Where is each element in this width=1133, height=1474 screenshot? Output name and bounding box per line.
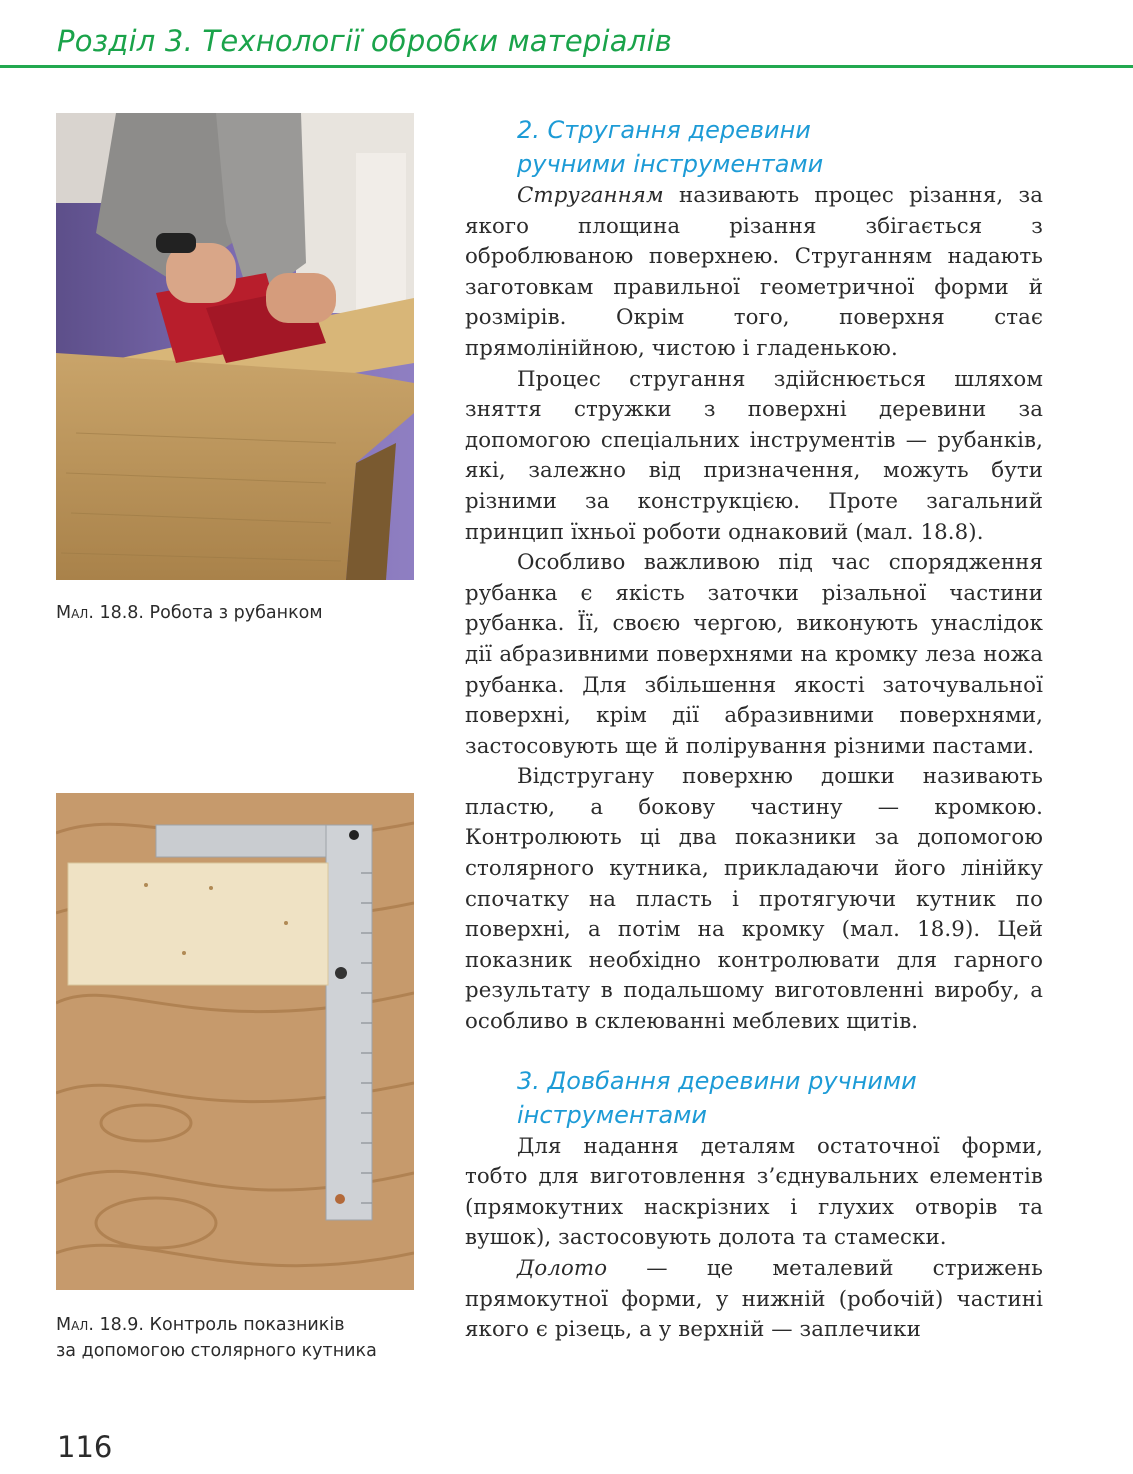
section-heading-line: інструментами: [517, 1100, 707, 1129]
paragraph: Відстругану поверхню дошки називають пластю, а бокову частину — кромкою. Контролюють ці два показники за допомогою столярного кутника, прикладаючи його лінійку спочатку на пласть і протягуючи кутник по поверхні, а потім на кромку (мал. 18.9). Цей показник необхідно контролювати для гарного результату в подальшому виготовленні виробу, а особливо в склеюванні меблевих щитів.: [465, 764, 1043, 1035]
section-heading-line: ручними інструментами: [517, 150, 824, 178]
chapter-title: Розділ 3. Технології обробки матеріалів: [57, 24, 673, 58]
paragraph: Особливо важливою під час спорядження рубанка є якість заточки різальної частини рубанка. Її, своєю чергою, виконують унаслідок дії абразивними поверхнями на кромку леза ножа рубанка. Для збільшення якості заточувальної поверхні, крім дії абразивними поверхнями, застосовують ще й полірування різними пастами.: [465, 550, 1043, 759]
section-heading-line: 2. Стругання деревини: [517, 116, 811, 144]
main-text-column: [465, 113, 1043, 1346]
paragraph-text: називають процес різання, за якого площина різання збігається з оброблюваною поверхнею. Струганням надають заготовкам правильної геометричної форми й розмірів. Окрім того, поверхня стає прямолінійною, чистою і гладенькою.: [465, 183, 1043, 361]
photo-carpenters-square: [56, 793, 414, 1290]
paragraph: [465, 181, 1043, 365]
paragraph: Для надання деталям остаточної форми, тобто для виготовлення з’єднувальних елементів (прямокутних наскрізних і глухих отворів та вушок), застосовують долота та стамески.: [465, 1133, 1043, 1251]
figure-caption-text: за допомогою столярного кутника: [56, 1341, 377, 1361]
figure-caption-text: 18.9. Контроль показників: [93, 1315, 345, 1335]
paragraph-text: — це металевий стрижень прямокутної форми, у нижній (робочій) частині якого є різець, а у верхній — заплечики: [465, 1256, 1043, 1343]
paragraph: Процес стругання здійснюється шляхом зняття стружки з поверхні деревини за допомогою спеціальних інструментів — рубанків, які, залежно від призначення, можуть бути різними за конструкцією. Проте загальний принцип їхньої роботи однаковий (мал. 18.8).: [465, 366, 1043, 545]
term: Струганням: [517, 183, 664, 208]
header-rule: [0, 65, 1133, 68]
photo-plane-work: [56, 113, 414, 580]
section-heading-line: 3. Довбання деревини ручними: [517, 1066, 917, 1095]
section-heading-planing: [517, 113, 1043, 181]
page-number: 116: [57, 1430, 113, 1464]
term: Долото: [517, 1256, 608, 1281]
figure-caption-18-9: [56, 1312, 436, 1364]
section-heading-chiseling: [517, 1064, 1043, 1132]
figure-caption-text: 18.8. Робота з рубанком: [93, 603, 323, 623]
figure-caption-18-8: [56, 600, 436, 626]
paragraph: [465, 1254, 1043, 1346]
figure-label: Мал.: [56, 1315, 94, 1335]
figure-label: Мал.: [56, 603, 94, 623]
